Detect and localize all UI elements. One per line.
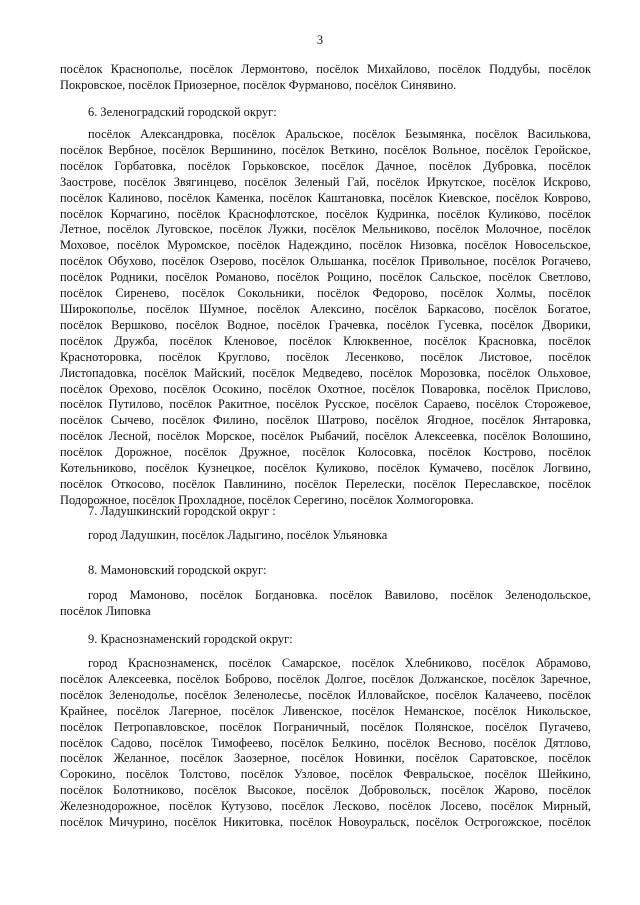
section-9-paragraph <box>60 656 591 831</box>
text-line: город Мамоново, посёлок Богдановка. посёлок Вавилово, посёлок Зеленодольское, <box>88 588 591 602</box>
text-line: посёлок Сычево, посёлок Филино, посёлок Шатрово, посёлок Ягодное, посёлок Янтаровка, <box>60 413 591 428</box>
text-line: посёлок Откосово, посёлок Павлинино, посёлок Перелески, посёлок Переславское, посёлок <box>60 476 591 491</box>
text-line: Котельниково, посёлок Кузнецкое, посёлок Куликово, посёлок Кумачево, посёлок Логвино, <box>60 461 591 476</box>
text-line: город Ладушкин, посёлок Ладыгино, посёлок Ульяновка <box>88 528 388 542</box>
text-line: посёлок Александровка, посёлок Аральское, посёлок Безымянка, посёлок Василькова, <box>88 127 591 141</box>
text-line: Железнодорожное, посёлок Кутузово, посёлок Лесково, посёлок Лосево, посёлок Мирный, <box>60 799 591 814</box>
text-line: посёлок Орехово, посёлок Осокино, посёлок Охотное, посёлок Поваровка, посёлок Прислово, <box>60 381 591 396</box>
text-line: Красноторовка, посёлок Круглово, посёлок Лесенково, посёлок Листовое, посёлок <box>60 349 591 364</box>
text-line: посёлок Краснополье, посёлок Лермонтово, посёлок Михайлово, посёлок Поддубы, посёлок <box>60 62 591 76</box>
text-line: посёлок Болотниково, посёлок Высокое, посёлок Добровольск, посёлок Жарово, посёлок <box>60 783 591 798</box>
section-heading-9: 9. Краснознаменский городской округ: <box>88 632 293 646</box>
intro-paragraph <box>60 62 591 94</box>
text-line: Моховое, посёлок Муромское, посёлок Надеждино, посёлок Низовка, посёлок Новосельское, <box>60 238 591 253</box>
section-heading-6: 6. Зеленоградский городской округ: <box>88 105 277 119</box>
page-number: 3 <box>316 33 324 47</box>
text-line: Крайнее, посёлок Лагерное, посёлок Ливенское, посёлок Неманское, посёлок Никольское, <box>60 703 591 718</box>
text-line: Покровское, посёлок Приозерное, посёлок Фурманово, посёлок Синявино. <box>60 77 457 92</box>
text-line: посёлок Мичурино, посёлок Никитовка, посёлок Новоуральск, посёлок Острогожское, посёлок <box>60 815 591 830</box>
text-line: посёлок Садово, посёлок Тимофеево, посёлок Белкино, посёлок Весново, посёлок Дятлово, <box>60 735 591 750</box>
text-line: посёлок Липовка <box>60 603 151 618</box>
section-heading-8: 8. Мамоновский городской округ: <box>88 563 267 577</box>
text-line: посёлок Путилово, посёлок Ракитное, посёлок Русское, посёлок Сараево, посёлок Сторожевое, <box>60 397 591 412</box>
text-line: посёлок Родники, посёлок Романово, посёлок Рощино, посёлок Сальское, посёлок Светлово, <box>60 270 591 285</box>
text-line: посёлок Лесной, посёлок Морское, посёлок Рыбачий, посёлок Алексеевка, посёлок Волошино, <box>60 429 591 444</box>
text-line: посёлок Обухово, посёлок Озерово, посёлок Ольшанка, посёлок Привольное, посёлок Рогачево, <box>60 254 591 269</box>
text-line: Сорокино, посёлок Толстово, посёлок Узловое, посёлок Февральское, посёлок Шейкино, <box>60 767 591 782</box>
section-heading-7: 7. Ладушкинский городской округ : <box>88 504 276 518</box>
text-line: Листопадовка, посёлок Майский, посёлок Медведево, посёлок Морозовка, посёлок Ольховое, <box>60 365 591 380</box>
section-7-paragraph <box>60 528 591 544</box>
text-line: посёлок Желанное, посёлок Заозерное, посёлок Новинки, посёлок Саратовское, посёлок <box>60 751 591 766</box>
text-line: посёлок Сиренево, посёлок Сокольники, посёлок Федорово, посёлок Холмы, посёлок <box>60 286 591 301</box>
text-line: посёлок Петропавловское, посёлок Пограничный, посёлок Полянское, посёлок Пугачево, <box>60 719 591 734</box>
text-line: Широкополье, посёлок Шумное, посёлок Алексино, посёлок Баркасово, посёлок Богатое, <box>60 301 591 316</box>
text-line: Летное, посёлок Луговское, посёлок Лужки, посёлок Мельниково, посёлок Молочное, посёлок <box>60 222 591 237</box>
text-line: посёлок Калиново, посёлок Каменка, посёлок Каштановка, посёлок Киевское, посёлок Коврово, <box>60 190 591 205</box>
text-line: посёлок Вербное, посёлок Вершинино, посёлок Веткино, посёлок Вольное, посёлок Геройское, <box>60 142 591 157</box>
text-line: посёлок Корчагино, посёлок Краснофлотское, посёлок Кудринка, посёлок Куликово, посёлок <box>60 206 591 221</box>
text-line: посёлок Алексеевка, посёлок Боброво, посёлок Долгое, посёлок Должанское, посёлок Заречное, <box>60 671 591 686</box>
text-line: Заострове, посёлок Звягинцево, посёлок Зеленый Гай, посёлок Иркутское, посёлок Искрово, <box>60 174 591 189</box>
section-8-paragraph <box>60 588 591 620</box>
text-line: посёлок Зеленодолье, посёлок Зеленолесье, посёлок Илловайское, посёлок Калачеево, посёлок <box>60 687 591 702</box>
section-6-paragraph <box>60 127 591 509</box>
text-line: посёлок Дорожное, посёлок Дружное, посёлок Колосовка, посёлок Кострово, посёлок <box>60 445 591 460</box>
text-line: Подорожное, посёлок Прохладное, посёлок Серегино, посёлок Холмогоровка. <box>60 492 474 507</box>
text-line: посёлок Вершково, посёлок Водное, посёлок Грачевка, посёлок Гусевка, посёлок Дворики, <box>60 317 591 332</box>
text-line: посёлок Горбатовка, посёлок Горьковское, посёлок Дачное, посёлок Дубровка, посёлок <box>60 158 591 173</box>
text-line: посёлок Дружба, посёлок Кленовое, посёлок Клюквенное, посёлок Красновка, посёлок <box>60 333 591 348</box>
text-line: город Краснознаменск, посёлок Самарское, посёлок Хлебниково, посёлок Абрамово, <box>88 656 591 670</box>
